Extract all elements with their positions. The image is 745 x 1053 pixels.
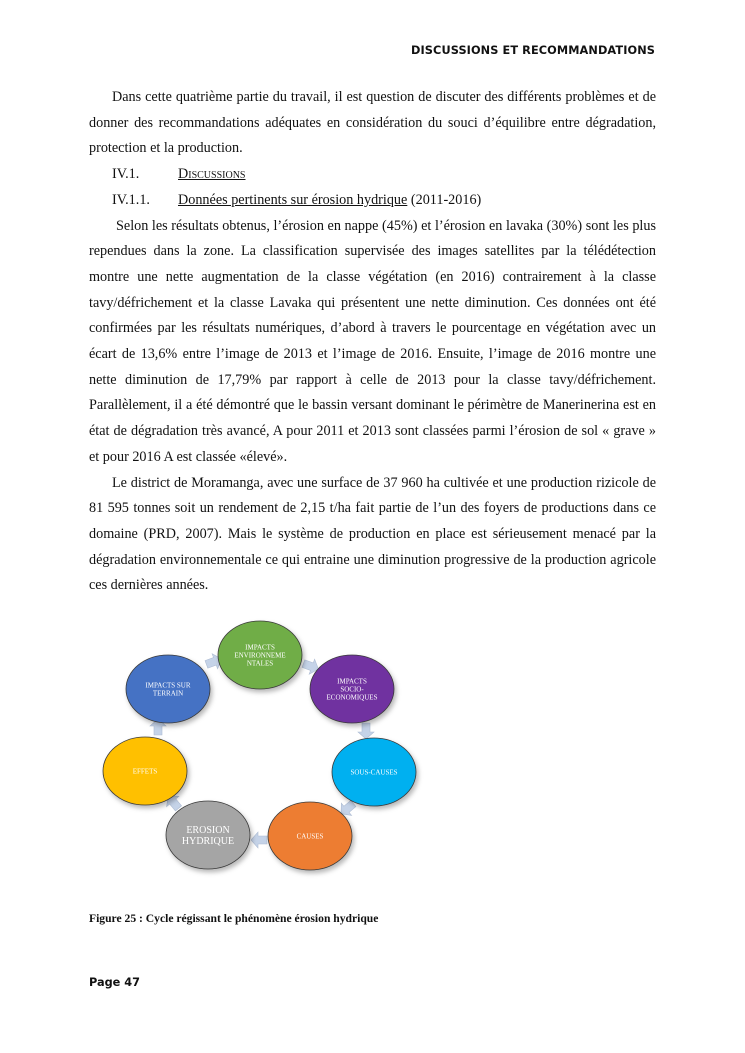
cycle-arrow-icon: [251, 832, 267, 848]
cycle-arrow-icon: [358, 723, 374, 739]
cycle-node-label: ENVIRONNEME: [234, 651, 286, 660]
section-title: Discussions: [178, 166, 246, 183]
section-heading: [89, 162, 656, 188]
cycle-node-label: TERRAIN: [152, 689, 184, 698]
page-content: [89, 85, 656, 599]
intro-paragraph: Dans cette quatrième partie du travail, il est question de discuter des différents problèmes et de donner des recommandations adéquates en considération du souci d’équilibre entre dégradation, protection et la production.: [89, 89, 656, 157]
cycle-node-label: IMPACTS: [245, 643, 275, 652]
cycle-node-label: CAUSES: [296, 832, 324, 841]
cycle-node: [310, 655, 394, 723]
erosion-cycle-figure: [88, 614, 438, 894]
cycle-node: [268, 802, 352, 870]
cycle-node: [218, 621, 302, 689]
section-number: IV.1.: [112, 166, 140, 183]
cycle-node-label: EFFETS: [132, 767, 158, 776]
cycle-node-label: IMPACTS SUR: [145, 681, 191, 690]
cycle-node-label: SOCIO-: [340, 685, 364, 694]
cycle-node: [103, 737, 187, 805]
subsection-suffix: (2011-2016): [407, 191, 482, 208]
page-number: Page 47: [89, 976, 141, 989]
subsection-heading: [89, 188, 656, 214]
subsection-number: IV.1.1.: [112, 191, 150, 208]
cycle-node-label: ECONOMIQUES: [326, 693, 378, 702]
figure-caption: Figure 25 : Cycle régissant le phénomène érosion hydrique: [89, 912, 379, 925]
cycle-node: [332, 738, 416, 806]
cycle-node-label: EROSION: [186, 825, 230, 836]
cycle-node: [126, 655, 210, 723]
cycle-node-label: HYDRIQUE: [181, 836, 235, 847]
paragraph-moramanga: Le district de Moramanga, avec une surface de 37 960 ha cultivée et une production rizicole de 81 595 tonnes soit un rendement de 2,15 t/ha fait partie de l’un des foyers de productions dans ce domaine (PRD, 2007). Mais le système de production en place est sérieusement menacé par la dégradation environnementale ce qui entraine une diminution progressive de la production agricole ces dernières années.: [89, 474, 656, 594]
paragraph-results: Selon les résultats obtenus, l’érosion en nappe (45%) et l’érosion en lavaka (30%) sont les plus rependues dans la zone. La classification supervisée des images satellites par la télédétection montre une nette augmentation de la classe végétation (en 2016) contrairement à la classe tavy/défrichement et la classe Lavaka qui présentent une nette diminution. Ces données ont été confirmées par les résultats numériques, d’abord à travers le pourcentage en végétation avec un écart de 13,6% entre l’image de 2013 et l’image de 2016. Ensuite, l’image de 2016 montre une nette diminution de 17,79% par rapport à celle de 2013 pour la classe tavy/défrichement. Parallèlement, il a été démontré que le bassin versant dominant le périmètre de Manerinerina est en état de dégradation très avancé, A pour 2011 et 2013 sont classées parmi l’érosion de sol « grave » et pour 2016 A est classée «élevé».: [89, 217, 656, 465]
running-header: DISCUSSIONS ET RECOMMANDATIONS: [411, 44, 655, 57]
subsection-title: Données pertinents sur érosion hydrique: [178, 191, 408, 208]
cycle-node-label: IMPACTS: [337, 677, 367, 686]
cycle-diagram: [88, 614, 438, 894]
cycle-node-label: NTALES: [246, 659, 274, 668]
cycle-node: [166, 801, 250, 869]
cycle-node-label: SOUS-CAUSES: [350, 768, 398, 777]
